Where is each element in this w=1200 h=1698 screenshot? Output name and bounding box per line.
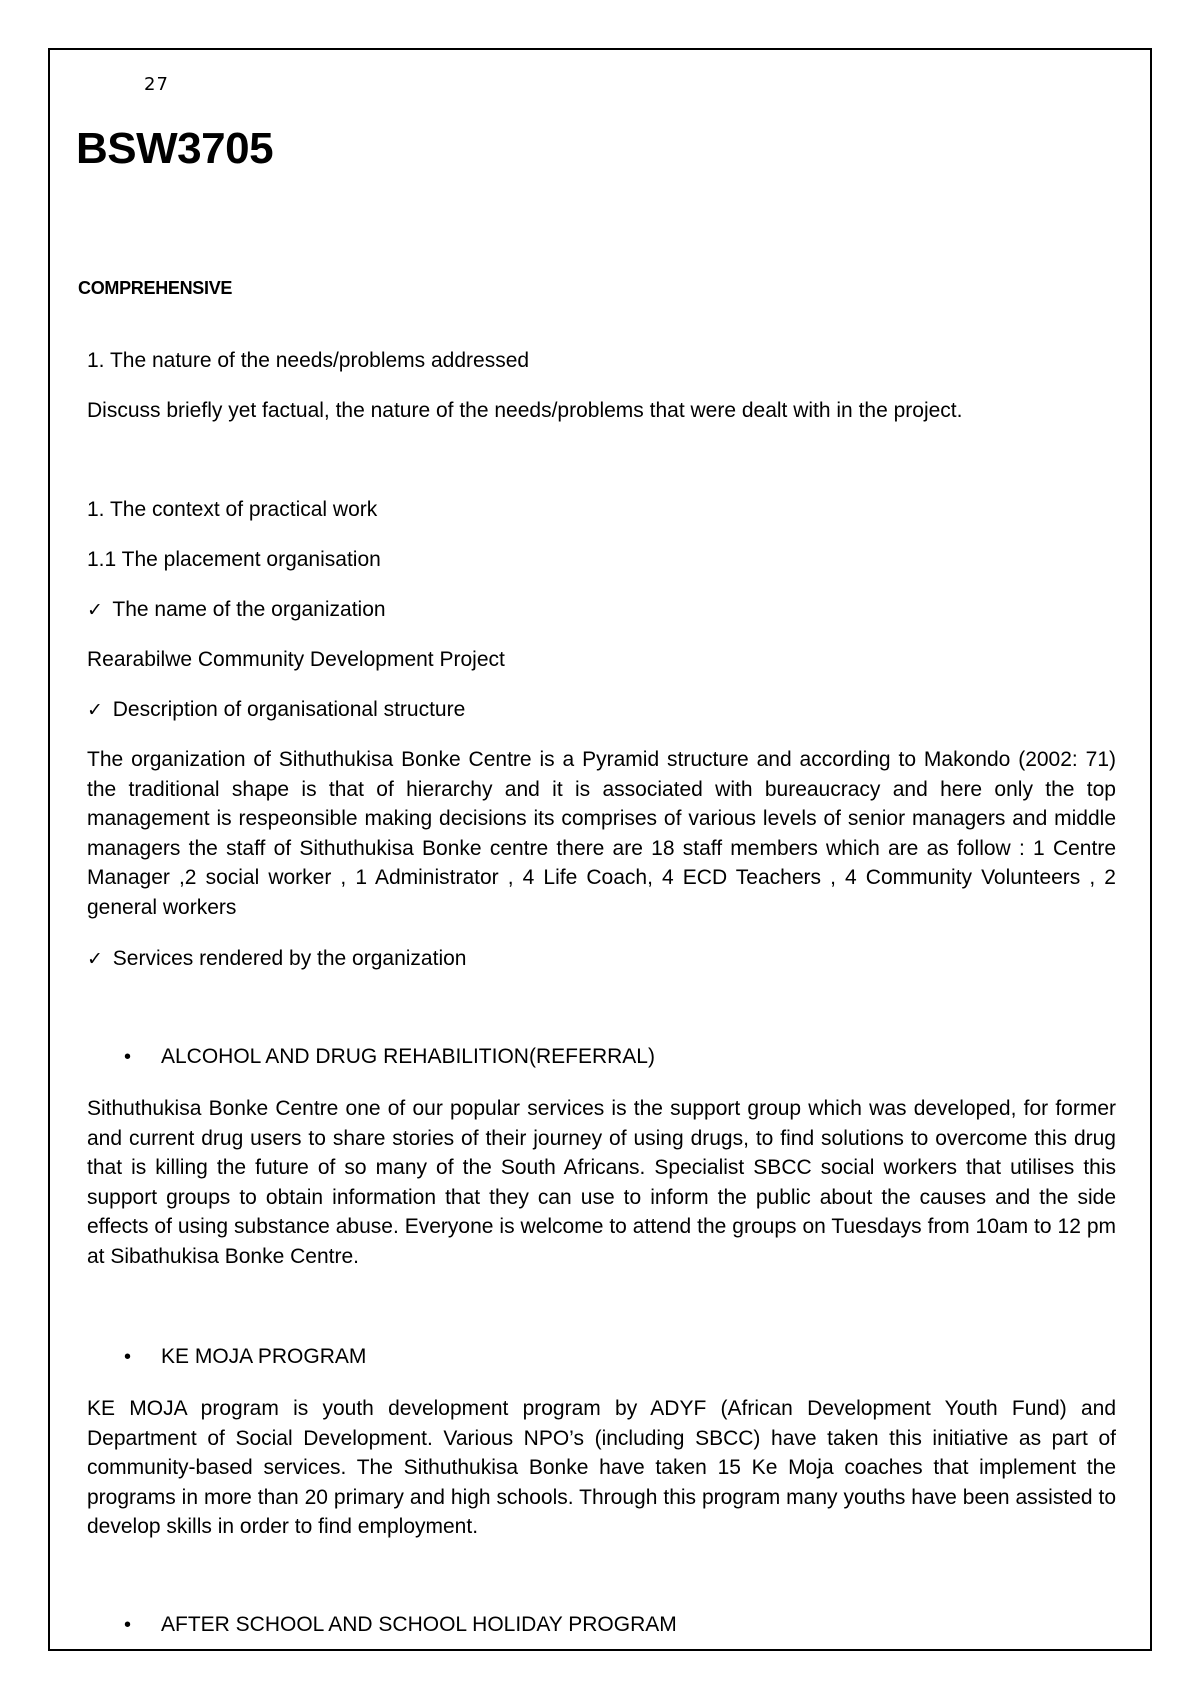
- bullet-icon: •: [124, 1346, 132, 1368]
- service-bullet-after-school: [124, 1610, 677, 1640]
- org-name-label-row: [87, 595, 386, 625]
- needs-heading: 1. The nature of the needs/problems addressed: [87, 349, 530, 372]
- service-paragraph-ke-moja: KE MOJA program is youth development program by ADYF (African Development Youth Fund) and Department of Social Development. Various NPO’s (including SBCC) have taken this initiative as part of community-based services. The Sithuthukisa Bonke have taken 15 Ke Moja coaches that implement the programs in more than 20 primary and high schools. Through this program many youths have been assisted to develop skills in order to find employment.: [87, 1397, 1116, 1538]
- services-label-row: [87, 944, 466, 974]
- bullet-icon: •: [124, 1614, 132, 1636]
- needs-instruction: Discuss briefly yet factual, the nature of the needs/problems that were dealt with in the project.: [87, 399, 963, 422]
- structure-label: Description of organisational structure: [112, 698, 466, 721]
- structure-paragraph: The organization of Sithuthukisa Bonke Centre is a Pyramid structure and according to Makondo (2002: 71) the traditional shape is that of hierarchy and it is associated with bureaucracy and here only the top management is respeonsible making decisions its comprises of various levels of senior managers and middle managers the staff of Sithuthukisa Bonke centre there are 18 staff members which are as follow : 1 Centre Manager ,2 social worker , 1 Administrator , 4 Life Coach, 4 ECD Teachers , 4 Community Volunteers , 2 general workers: [87, 748, 1116, 919]
- service-title: ALCOHOL AND DRUG REHABILITION(REFERRAL): [161, 1045, 655, 1068]
- placement-heading: 1.1 The placement organisation: [87, 548, 381, 571]
- org-name-label: The name of the organization: [112, 598, 386, 621]
- service-paragraph-alcohol: Sithuthukisa Bonke Centre one of our popular services is the support group which was developed, for former and current drug users to share stories of their journey of using drugs, to find solutions to overcome this drug that is killing the future of so many of the South Africans. Specialist SBCC social workers that utilises this support groups to obtain information that they can use to inform the public about the causes and the side effects of using substance abuse. Everyone is welcome to attend the groups on Tuesdays from 10am to 12 pm at Sibathukisa Bonke Centre.: [87, 1097, 1116, 1268]
- service-bullet-ke-moja: [124, 1342, 366, 1372]
- section-label: COMPREHENSIVE: [78, 278, 233, 298]
- org-name: Rearabilwe Community Development Project: [87, 648, 505, 671]
- context-heading: 1. The context of practical work: [87, 498, 378, 521]
- service-title: AFTER SCHOOL AND SCHOOL HOLIDAY PROGRAM: [161, 1613, 677, 1636]
- check-icon: ✓: [87, 948, 103, 970]
- page-number: 27: [144, 74, 169, 95]
- course-code-title: BSW3705: [76, 124, 274, 173]
- structure-label-row: [87, 695, 465, 725]
- services-label: Services rendered by the organization: [112, 947, 467, 970]
- check-icon: ✓: [87, 599, 103, 621]
- service-title: KE MOJA PROGRAM: [161, 1345, 367, 1368]
- service-bullet-alcohol: [124, 1042, 655, 1072]
- check-icon: ✓: [87, 699, 103, 721]
- bullet-icon: •: [124, 1046, 132, 1068]
